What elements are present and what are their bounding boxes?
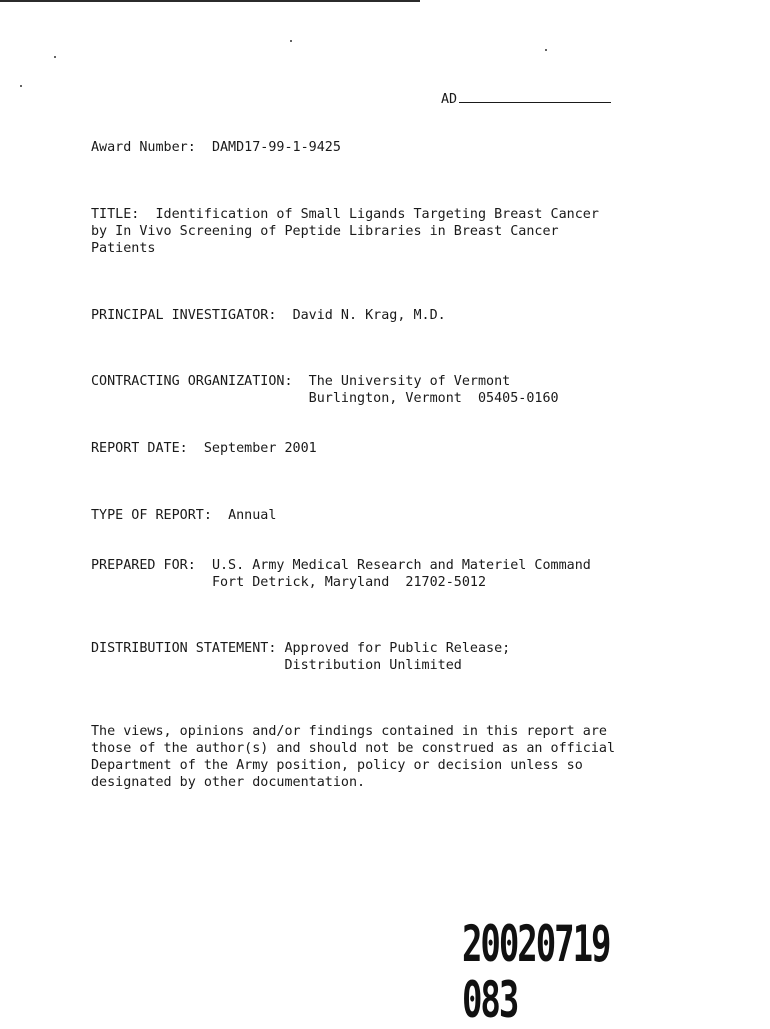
contracting-line-2: Burlington, Vermont 05405-0160 xyxy=(308,391,559,406)
title-line-1: Identification of Small Ligands Targeting Breast Cancer xyxy=(155,207,599,222)
report-type xyxy=(91,507,276,524)
scan-speck xyxy=(54,56,56,58)
ad-label: AD xyxy=(441,92,458,107)
distribution-statement xyxy=(91,640,510,674)
contracting-label: CONTRACTING ORGANIZATION: xyxy=(91,374,293,389)
ad-field xyxy=(441,89,611,108)
principal-investigator xyxy=(91,307,446,324)
title-label: TITLE: xyxy=(91,207,140,222)
investigator-value: David N. Krag, M.D. xyxy=(292,308,446,323)
contracting-organization xyxy=(91,373,559,407)
disclaimer-line-4: designated by other documentation. xyxy=(91,775,366,790)
report-date-label: REPORT DATE: xyxy=(91,441,188,456)
award-label: Award Number: xyxy=(91,140,196,155)
disclaimer-paragraph xyxy=(91,723,615,791)
title-section xyxy=(91,206,599,257)
scan-speck xyxy=(20,85,22,87)
prepared-for-label: PREPARED FOR: xyxy=(91,558,196,573)
prepared-for-line-2: Fort Detrick, Maryland 21702-5012 xyxy=(211,575,487,590)
report-date-value: September 2001 xyxy=(203,441,317,456)
prepared-for-line-1: U.S. Army Medical Research and Materiel Command xyxy=(211,558,591,573)
scan-speck xyxy=(290,40,292,42)
contracting-line-1: The University of Vermont xyxy=(308,374,511,389)
title-line-3: Patients xyxy=(91,241,156,256)
investigator-label: PRINCIPAL INVESTIGATOR: xyxy=(91,308,277,323)
scan-speck xyxy=(545,49,547,51)
ad-blank-line xyxy=(459,89,611,103)
disclaimer-line-3: Department of the Army position, policy or decision unless so xyxy=(91,758,583,773)
award-number xyxy=(91,139,341,156)
distribution-line-1: Approved for Public Release; xyxy=(284,641,511,656)
report-date xyxy=(91,440,317,457)
disclaimer-line-2: those of the author(s) and should not be construed as an official xyxy=(91,741,616,756)
distribution-label: DISTRIBUTION STATEMENT: xyxy=(91,641,277,656)
prepared-for xyxy=(91,557,591,591)
report-type-label: TYPE OF REPORT: xyxy=(91,508,212,523)
accession-stamp-number: 20020719 083 xyxy=(462,915,610,1029)
title-line-2: by In Vivo Screening of Peptide Libraries in Breast Cancer xyxy=(91,224,559,239)
disclaimer-line-1: The views, opinions and/or findings contained in this report are xyxy=(91,724,607,739)
report-type-value: Annual xyxy=(228,508,277,523)
distribution-line-2: Distribution Unlimited xyxy=(284,658,462,673)
scan-edge-rule xyxy=(0,0,420,2)
award-value: DAMD17-99-1-9425 xyxy=(211,140,341,155)
